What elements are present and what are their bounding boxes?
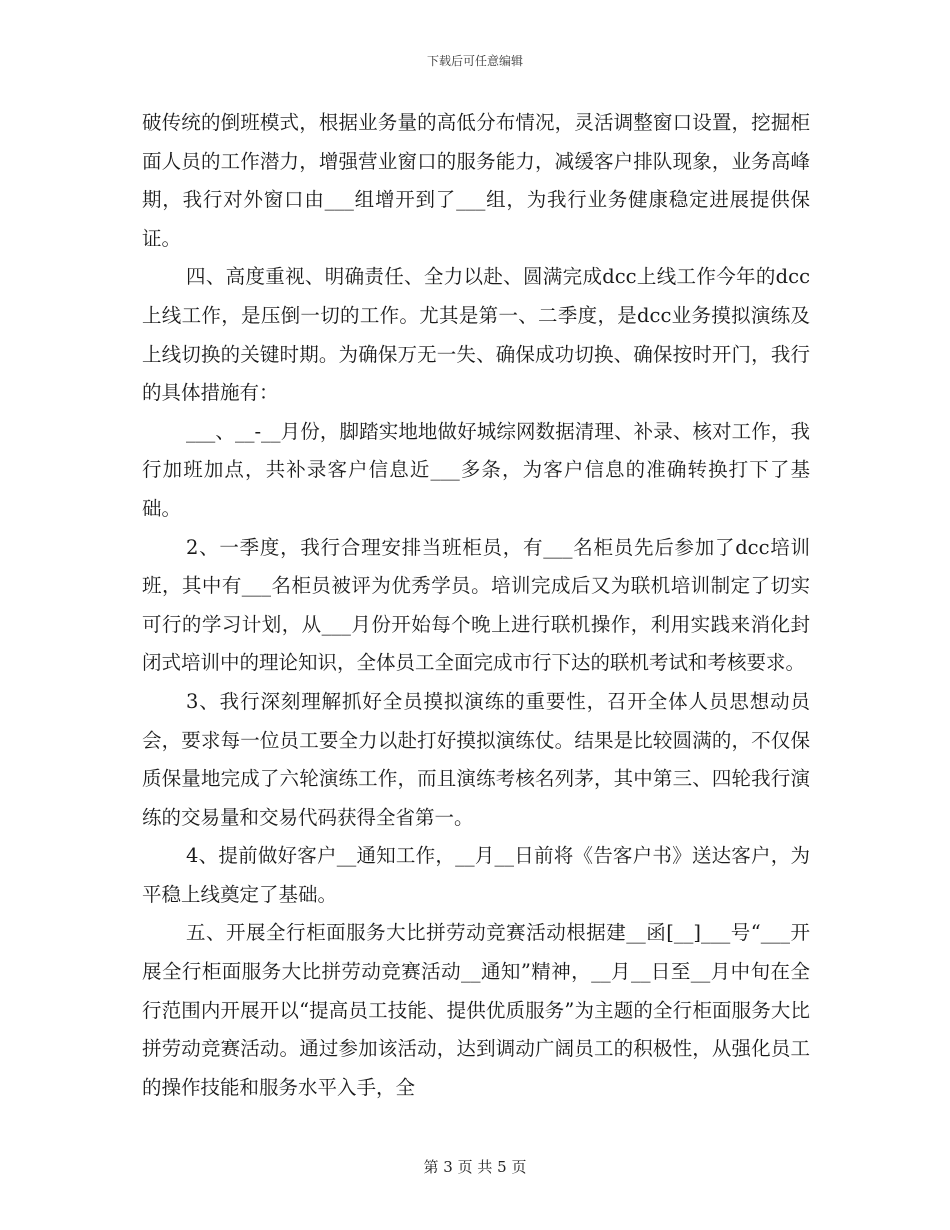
paragraph-7: 五、开展全行柜面服务大比拼劳动竞赛活动根据建__函[__]___号“___开展全行柜面服务大比拼劳动竞赛活动__通知”精神，__月__日至__月中旬在全行范围内开展开以“提高员工技能、提供优质服务”为主题的全行柜面服务大比拼劳动竞赛活动。通过参加该活动，达到调动广阔员工的积极性，从强化员工的操作技能和服务水平入手，全 <box>142 921 810 1099</box>
document-body <box>142 104 810 1107</box>
paragraph-2: 四、高度重视、明确责任、全力以赴、圆满完成dcc上线工作今年的dcc上线工作，是压倒一切的工作。尤其是第一、二季度，是dcc业务摸拟演练及上线切换的关键时期。为确保万无一失、确保成功切换、确保按时开门，我行的具体措施有： <box>142 265 810 405</box>
paragraph-4: 2、一季度，我行合理安排当班柜员，有___名柜员先后参加了dcc培训班，其中有___名柜员被评为优秀学员。培训完成后又为联机培训制定了切实可行的学习计划，从___月份开始每个晚上进行联机操作，利用实践来消化封闭式培训中的理论知识，全体员工全面完成市行下达的联机考试和考核要求。 <box>142 535 810 675</box>
paragraph-5: 3、我行深刻理解抓好全员摸拟演练的重要性，召开全体人员思想动员会，要求每一位员工要全力以赴打好摸拟演练仗。结果是比较圆满的，不仅保质保量地完成了六轮演练工作，而且演练考核名列茅，其中第三、四轮我行演练的交易量和交易代码获得全省第一。 <box>142 689 810 829</box>
page-footer: 第 3 页 共 5 页 <box>423 1158 527 1176</box>
page-header: 下载后可任意编辑 <box>426 54 523 68</box>
paragraph-6: 4、提前做好客户__通知工作，__月__日前将《告客户书》送达客户，为平稳上线奠定了基础。 <box>142 844 810 906</box>
paragraph-3: ___、__-__月份，脚踏实地地做好城综网数据清理、补录、核对工作，我行加班加点，共补录客户信息近___多条，为客户信息的准确转换打下了基础。 <box>142 419 810 520</box>
paragraph-1: 破传统的倒班模式，根据业务量的高低分布情况，灵活调整窗口设置，挖掘柜面人员的工作潜力，增强营业窗口的服务能力，减缓客户排队现象，业务高峰期，我行对外窗口由___组增开到了___组，为我行业务健康稳定进展提供保证。 <box>142 111 810 250</box>
